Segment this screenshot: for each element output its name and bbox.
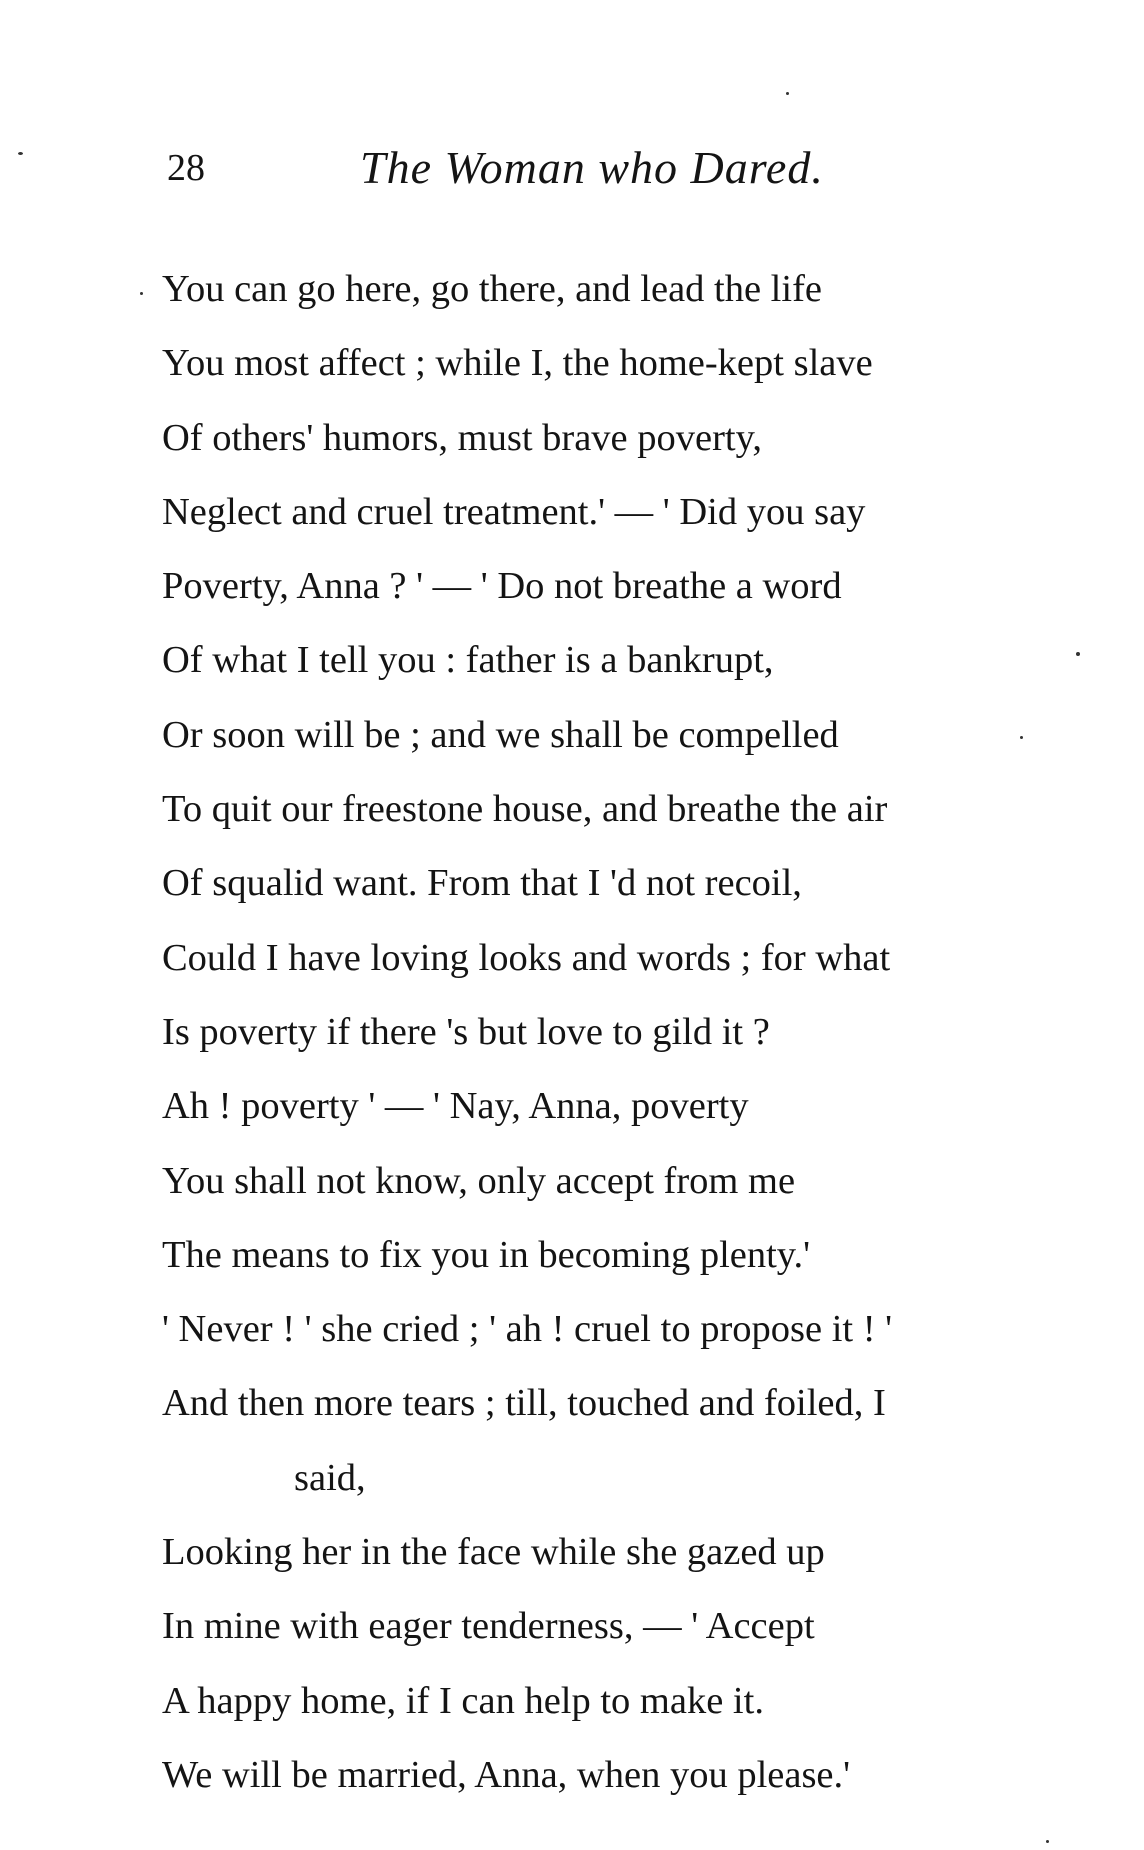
scan-speck: [1046, 1840, 1049, 1843]
verse-line: Looking her in the face while she gazed up: [162, 1531, 825, 1574]
verse-line-continuation: said,: [294, 1456, 366, 1499]
verse-line: Of others' humors, must brave poverty,: [162, 416, 763, 459]
verse-line: Neglect and cruel treatment.' — ' Did you say: [162, 490, 866, 533]
verse-line: And then more tears ; till, touched and foiled, I: [162, 1382, 886, 1425]
verse-line: You can go here, go there, and lead the life: [162, 268, 822, 310]
scan-speck: [1076, 652, 1080, 656]
verse-line: Is poverty if there 's but love to gild it ?: [162, 1010, 770, 1053]
verse-line: To quit our freestone house, and breathe the air: [162, 788, 888, 831]
verse-line: Could I have loving looks and words ; for what: [162, 936, 891, 979]
running-head: [0, 138, 1144, 198]
verse-line: You most affect ; while I, the home-kept slave: [162, 342, 873, 385]
verse-line: A happy home, if I can help to make it.: [162, 1679, 764, 1722]
scan-speck: [140, 292, 143, 295]
verse-line: In mine with eager tenderness, — ' Accept: [162, 1605, 815, 1648]
verse-line: We will be married, Anna, when you please.': [162, 1753, 851, 1796]
verse-line: Of what I tell you : father is a bankrupt,: [162, 639, 774, 682]
scan-speck: [18, 152, 23, 155]
scan-speck: [1020, 736, 1023, 739]
verse-line: Poverty, Anna ? ' — ' Do not breathe a word: [162, 565, 842, 608]
running-title: The Woman who Dared.: [360, 142, 824, 193]
scan-speck: [786, 92, 789, 95]
verse-line: ' Never ! ' she cried ; ' ah ! cruel to propose it ! ': [162, 1308, 893, 1351]
verse-line: The means to fix you in becoming plenty.': [162, 1233, 811, 1276]
verse-line: Or soon will be ; and we shall be compelled: [162, 713, 839, 756]
verse-line: Ah ! poverty ' — ' Nay, Anna, poverty: [162, 1085, 749, 1128]
page-number: 28: [167, 147, 205, 189]
poem-text: [162, 252, 1122, 1812]
verse-line: You shall not know, only accept from me: [162, 1159, 796, 1202]
verse-line: Of squalid want. From that I 'd not recoil,: [162, 862, 802, 905]
